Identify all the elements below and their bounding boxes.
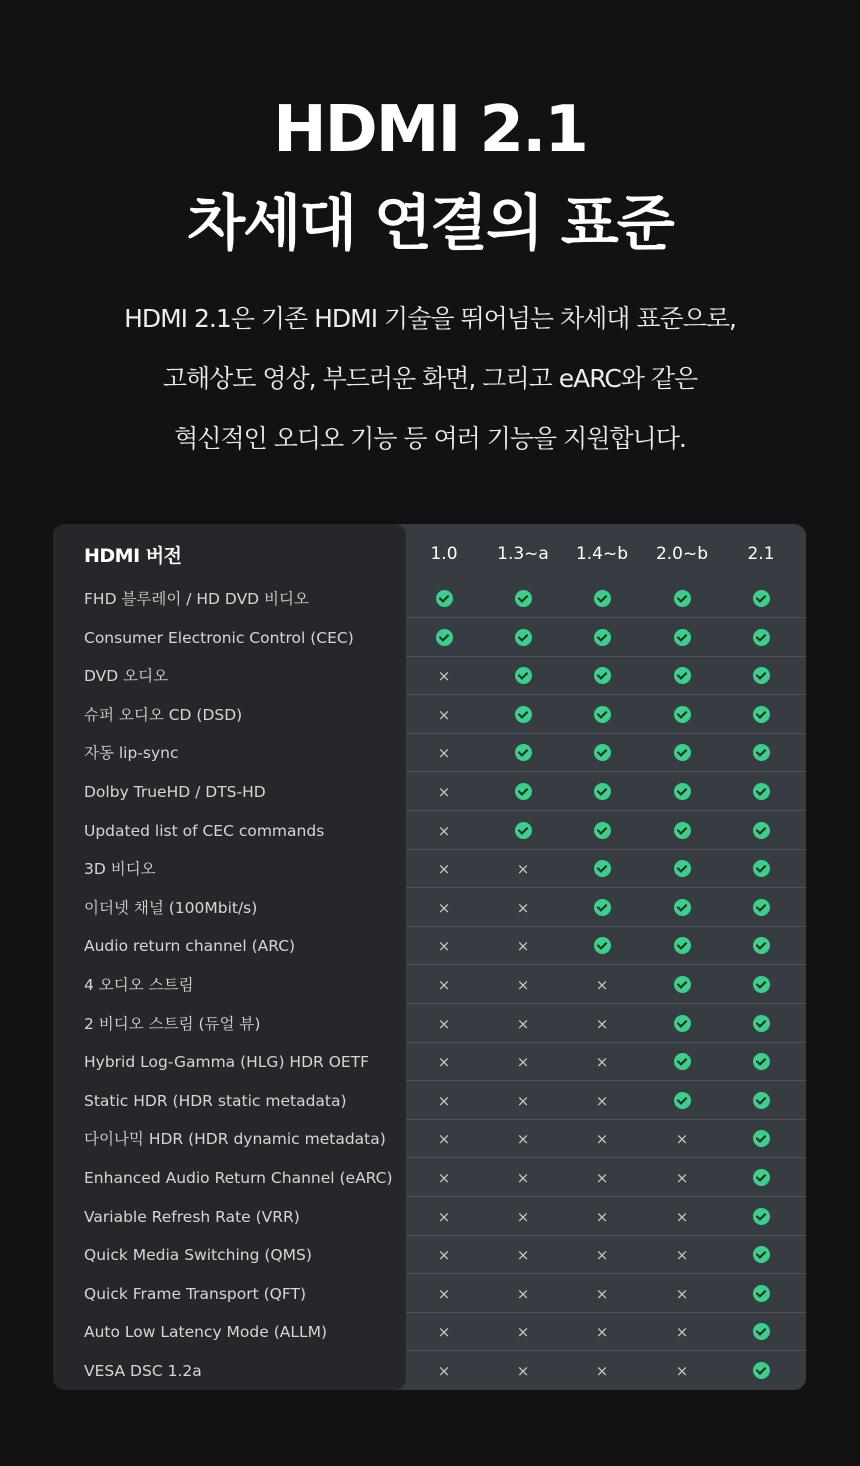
feature-label: 3D 비디오 [84,860,156,879]
check-circle-icon [674,899,691,916]
support-cell [513,1207,533,1227]
description-line-2: 고해상도 영상, 부드러운 화면, 그리고 eARC와 같은 [162,364,698,393]
feature-label: Hybrid Log-Gamma (HLG) HDR OETF [84,1053,370,1072]
cross-icon: × [516,937,530,956]
page-subtitle: 차세대 연결의 표준 [187,189,673,259]
support-cell [751,1091,771,1111]
support-cell [592,1361,612,1381]
table-row [53,1005,806,1043]
table-row [53,773,806,811]
check-circle-icon [753,937,770,954]
check-circle-icon [753,822,770,839]
check-circle-icon [753,1323,770,1340]
feature-label: Consumer Electronic Control (CEC) [84,628,354,647]
support-cell [672,705,692,725]
check-circle-icon [753,706,770,723]
check-circle-icon [674,1053,691,1070]
page-title: HDMI 2.1 [273,93,587,167]
cross-icon: × [516,1284,530,1303]
cross-icon: × [437,1014,451,1033]
check-circle-icon [753,860,770,877]
support-cell [434,589,454,609]
check-circle-icon [753,1092,770,1109]
table-row [53,966,806,1004]
support-cell [672,1284,692,1304]
support-cell [672,1052,692,1072]
cross-icon: × [437,744,451,763]
description-line-3: 혁신적인 오디오 기능 등 여러 기능을 지원합니다. [174,424,686,453]
feature-label: Dolby TrueHD / DTS-HD [84,783,266,801]
support-cell [592,1168,612,1188]
cross-icon: × [437,860,451,879]
feature-label: Updated list of CEC commands [84,821,325,840]
feature-label: 슈퍼 오디오 CD (DSD) [84,705,243,724]
version-header-1: 1.3~a [497,544,549,564]
table-row [53,580,806,618]
cross-icon: × [595,1246,609,1265]
check-circle-icon [515,667,532,684]
support-cell [672,1207,692,1227]
table-row [53,1198,806,1236]
support-cell [672,1014,692,1034]
check-circle-icon [674,629,691,646]
cross-icon: × [516,1053,530,1072]
support-cell [513,1052,533,1072]
support-cell [672,1129,692,1149]
check-circle-icon [753,1169,770,1186]
support-cell [751,821,771,841]
support-cell [592,782,612,802]
feature-label: 2 비디오 스트림 (듀얼 뷰) [84,1014,261,1033]
header-label: HDMI 버전 [84,545,182,567]
cross-icon: × [516,860,530,879]
support-cell [434,821,454,841]
check-circle-icon [674,744,691,761]
table-row [53,850,806,888]
cross-icon: × [516,898,530,917]
cross-icon: × [516,1091,530,1110]
cross-icon: × [516,1169,530,1187]
check-circle-icon [753,1053,770,1070]
support-cell [513,1361,533,1381]
check-circle-icon [594,706,611,723]
support-cell [592,1129,612,1149]
feature-label: 자동 lip-sync [84,744,179,763]
cross-icon: × [675,1323,689,1342]
cross-icon: × [437,976,451,994]
support-cell [751,1052,771,1072]
feature-label: DVD 오디오 [84,667,169,686]
support-cell [434,705,454,725]
table-row [53,927,806,965]
support-cell [672,666,692,686]
check-circle-icon [674,1092,691,1109]
table-row [53,1120,806,1158]
support-cell [751,1014,771,1034]
check-circle-icon [594,744,611,761]
cross-icon: × [516,976,530,994]
support-cell [751,1129,771,1149]
support-cell [513,859,533,879]
support-cell [513,1168,533,1188]
support-cell [751,975,771,995]
check-circle-icon [753,899,770,916]
cross-icon: × [595,1284,609,1303]
support-cell [434,859,454,879]
table-row [53,889,806,927]
support-cell [513,936,533,956]
support-cell [434,1322,454,1342]
cross-icon: × [675,1130,689,1149]
cross-icon: × [437,1323,451,1342]
table-row [53,1352,806,1390]
check-circle-icon [674,590,691,607]
check-circle-icon [594,590,611,607]
check-circle-icon [515,629,532,646]
version-header-4: 2.1 [747,544,775,564]
support-cell [672,936,692,956]
support-cell [751,1284,771,1304]
check-circle-icon [515,744,532,761]
support-cell [592,975,612,995]
support-cell [751,782,771,802]
cross-icon: × [437,1053,451,1072]
cross-icon: × [516,1323,530,1342]
cross-icon: × [437,1284,451,1303]
support-cell [592,859,612,879]
feature-label: Static HDR (HDR static metadata) [84,1091,347,1110]
support-cell [672,821,692,841]
feature-label: 다이나믹 HDR (HDR dynamic metadata) [84,1130,386,1149]
support-cell [592,1091,612,1111]
support-cell [592,1284,612,1304]
support-cell [592,1245,612,1265]
support-cell [434,1168,454,1188]
cross-icon: × [516,1014,530,1033]
cross-icon: × [595,1362,609,1380]
check-circle-icon [515,822,532,839]
support-cell [672,1245,692,1265]
check-circle-icon [594,937,611,954]
feature-label: Audio return channel (ARC) [84,937,296,956]
support-cell [672,1361,692,1381]
support-cell [672,782,692,802]
support-cell [434,975,454,995]
support-cell [434,666,454,686]
support-cell [672,1322,692,1342]
check-circle-icon [753,1285,770,1302]
table-row [53,696,806,734]
cross-icon: × [437,898,451,917]
check-circle-icon [674,706,691,723]
support-cell [751,628,771,648]
support-cell [513,1245,533,1265]
check-circle-icon [515,590,532,607]
check-circle-icon [674,1015,691,1032]
cross-icon: × [595,1323,609,1342]
cross-icon: × [595,1014,609,1033]
cross-icon: × [437,1169,451,1187]
check-circle-icon [674,937,691,954]
cross-icon: × [595,1091,609,1110]
support-cell [513,1091,533,1111]
check-circle-icon [753,590,770,607]
table-header [53,524,806,580]
support-cell [672,975,692,995]
cross-icon: × [675,1169,689,1187]
support-cell [434,628,454,648]
check-circle-icon [753,1015,770,1032]
support-cell [672,589,692,609]
support-cell [751,589,771,609]
support-cell [513,589,533,609]
support-cell [434,1052,454,1072]
cross-icon: × [595,1207,609,1226]
cross-icon: × [675,1284,689,1303]
cross-icon: × [516,1362,530,1380]
check-circle-icon [753,1130,770,1147]
support-cell [513,1284,533,1304]
feature-label: 이더넷 채널 (100Mbit/s) [84,898,258,917]
feature-label: Quick Media Switching (QMS) [84,1246,312,1265]
cross-icon: × [437,1362,451,1380]
support-cell [513,975,533,995]
support-cell [592,743,612,763]
support-cell [672,859,692,879]
support-cell [672,1091,692,1111]
support-cell [592,1014,612,1034]
support-cell [513,705,533,725]
support-cell [434,743,454,763]
cross-icon: × [516,1130,530,1149]
check-circle-icon [674,976,691,993]
support-cell [751,1207,771,1227]
check-circle-icon [753,1246,770,1263]
table-row [53,1236,806,1274]
check-circle-icon [753,976,770,993]
check-circle-icon [515,783,532,800]
check-circle-icon [594,860,611,877]
support-cell [751,1168,771,1188]
support-cell [513,1129,533,1149]
cross-icon: × [595,1130,609,1149]
support-cell [513,666,533,686]
support-cell [434,1129,454,1149]
table-row [53,1159,806,1197]
check-circle-icon [436,590,453,607]
support-cell [592,705,612,725]
cross-icon: × [437,821,451,840]
support-cell [592,1052,612,1072]
support-cell [513,782,533,802]
support-cell [751,936,771,956]
cross-icon: × [437,783,451,801]
check-circle-icon [753,629,770,646]
cross-icon: × [595,976,609,994]
hdmi-version-comparison-table [53,524,806,1390]
check-circle-icon [594,667,611,684]
support-cell [592,666,612,686]
support-cell [751,743,771,763]
support-cell [672,1168,692,1188]
table-row [53,657,806,695]
support-cell [751,859,771,879]
check-circle-icon [594,629,611,646]
check-circle-icon [594,783,611,800]
cross-icon: × [675,1246,689,1265]
table-row [53,734,806,772]
description-line-1: HDMI 2.1은 기존 HDMI 기술을 뛰어넘는 차세대 표준으로, [124,304,736,333]
support-cell [434,936,454,956]
support-cell [592,936,612,956]
cross-icon: × [516,1207,530,1226]
cross-icon: × [675,1362,689,1380]
table-row [53,1313,806,1351]
check-circle-icon [436,629,453,646]
support-cell [672,898,692,918]
support-cell [434,1091,454,1111]
feature-label: Quick Frame Transport (QFT) [84,1284,307,1303]
support-cell [434,1207,454,1227]
version-header-3: 2.0~b [655,544,709,564]
support-cell [751,898,771,918]
support-cell [751,705,771,725]
support-cell [592,821,612,841]
support-cell [434,1014,454,1034]
feature-label: FHD 블루레이 / HD DVD 비디오 [84,590,309,608]
support-cell [592,898,612,918]
cross-icon: × [437,705,451,724]
feature-label: Variable Refresh Rate (VRR) [84,1207,300,1226]
check-circle-icon [515,706,532,723]
support-cell [592,1322,612,1342]
feature-label: 4 오디오 스트림 [84,976,194,994]
check-circle-icon [594,822,611,839]
table-row [53,1275,806,1313]
support-cell [672,628,692,648]
support-cell [513,1322,533,1342]
cross-icon: × [437,1130,451,1149]
cross-icon: × [437,937,451,956]
cross-icon: × [437,1091,451,1110]
check-circle-icon [753,1208,770,1225]
support-cell [434,1284,454,1304]
support-cell [434,898,454,918]
check-circle-icon [594,899,611,916]
cross-icon: × [595,1053,609,1072]
support-cell [513,1014,533,1034]
support-cell [751,666,771,686]
cross-icon: × [437,1246,451,1265]
support-cell [434,1361,454,1381]
check-circle-icon [674,860,691,877]
support-cell [513,628,533,648]
support-cell [513,898,533,918]
support-cell [751,1361,771,1381]
table-row [53,619,806,657]
support-cell [434,782,454,802]
cross-icon: × [437,1207,451,1226]
cross-icon: × [595,1169,609,1187]
support-cell [513,821,533,841]
support-cell [434,1245,454,1265]
cross-icon: × [675,1207,689,1226]
support-cell [592,628,612,648]
check-circle-icon [674,667,691,684]
feature-label: VESA DSC 1.2a [84,1362,202,1380]
check-circle-icon [753,1362,770,1379]
cross-icon: × [516,1246,530,1265]
support-cell [592,589,612,609]
support-cell [751,1322,771,1342]
version-header-0: 1.0 [430,544,458,564]
support-cell [513,743,533,763]
feature-label: Enhanced Audio Return Channel (eARC) [84,1169,393,1187]
table-row [53,1043,806,1081]
support-cell [592,1207,612,1227]
support-cell [751,1245,771,1265]
check-circle-icon [753,783,770,800]
version-header-2: 1.4~b [575,544,629,564]
table-row [53,812,806,850]
feature-label: Auto Low Latency Mode (ALLM) [84,1323,328,1342]
support-cell [672,743,692,763]
check-circle-icon [753,744,770,761]
table-row [53,1082,806,1120]
check-circle-icon [674,783,691,800]
check-circle-icon [753,667,770,684]
check-circle-icon [674,822,691,839]
cross-icon: × [437,667,451,686]
